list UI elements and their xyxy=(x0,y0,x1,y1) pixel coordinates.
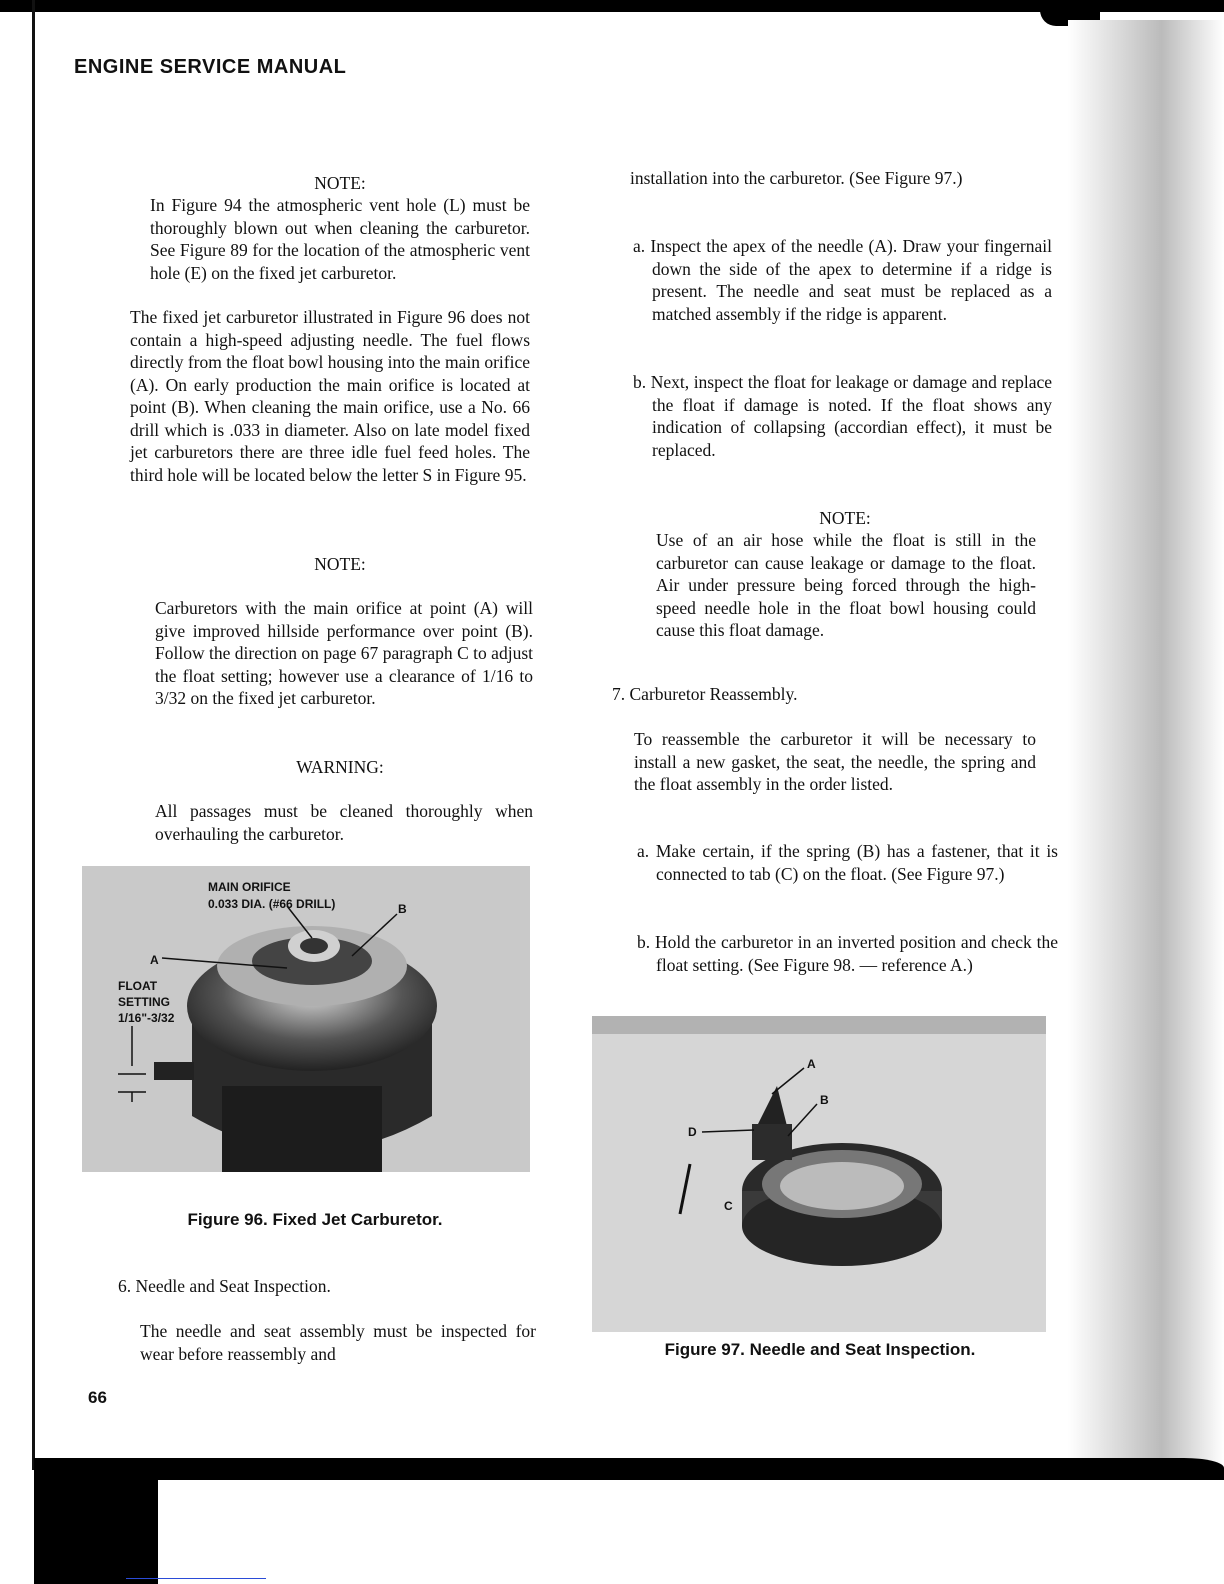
note1-title: NOTE: xyxy=(314,173,366,193)
label-c: C xyxy=(724,1199,733,1213)
label-main-orifice-dia: 0.033 DIA. (#66 DRILL) xyxy=(208,897,336,911)
scan-right-shadow xyxy=(1068,20,1224,1480)
warning-body: All passages must be cleaned thoroughly when overhauling the carburetor. xyxy=(155,801,533,844)
label-b: B xyxy=(820,1093,829,1107)
label-a: A xyxy=(807,1057,816,1071)
item-7b-float-setting: b. Hold the carburetor in an inverted position and check the float setting. (See Figure 98. — reference A.) xyxy=(637,932,1058,975)
label-main-orifice: MAIN ORIFICE xyxy=(208,880,291,894)
note3-title: NOTE: xyxy=(819,508,871,528)
item-a-inspect-apex: a. Inspect the apex of the needle (A). Draw your fingernail down the side of the apex to determine if a ridge is present. The needle and seat must be replaced as a matched assembly if the ridge is apparent. xyxy=(633,236,1052,324)
note3-body: Use of an air hose while the float is still in the carburetor can cause leakage or damage to the float. Air under pressure being forced through the high-speed needle hole in the float bowl housing could cause this float damage. xyxy=(656,530,1036,640)
label-float-range: 1/16"-3/32 xyxy=(118,1011,175,1025)
figure-96-caption: Figure 96. Fixed Jet Carburetor. xyxy=(187,1210,443,1229)
label-float: FLOAT xyxy=(118,979,158,993)
item-b-inspect-float: b. Next, inspect the float for leakage or damage and replace the float if damage is noted. If the float shows any indication of collapsing (accordian effect), it must be replaced. xyxy=(633,372,1052,460)
scan-bottom-border xyxy=(34,1458,1224,1480)
section-7-body: To reassemble the carburetor it will be necessary to install a new gasket, the seat, the needle, the spring and the float assembly in the order listed. xyxy=(634,729,1036,794)
section-6-body: The needle and seat assembly must be inspected for wear before reassembly and xyxy=(140,1321,536,1364)
figure-96-photo xyxy=(82,866,530,1172)
scan-bottom-line xyxy=(126,1578,266,1579)
section-6-title: 6. Needle and Seat Inspection. xyxy=(118,1276,331,1296)
label-a: A xyxy=(150,953,159,967)
carburetor-image xyxy=(82,866,530,1172)
needle-seat-image xyxy=(592,1016,1046,1332)
scan-bottom-block xyxy=(34,1470,158,1584)
cont-installation: installation into the carburetor. (See Figure 97.) xyxy=(630,168,963,188)
label-b: B xyxy=(398,902,407,916)
label-setting: SETTING xyxy=(118,995,171,1009)
note2-body: Carburetors with the main orifice at point (A) will give improved hillside performance over point (B). Follow the direction on page 67 paragraph C to adjust the float setting; however use a clearance of 1/16 to 3/32 on the fixed jet carburetor. xyxy=(155,598,533,708)
note2-title: NOTE: xyxy=(314,554,366,574)
figure-97-photo xyxy=(592,1016,1046,1332)
section-7-title: 7. Carburetor Reassembly. xyxy=(612,684,798,704)
warning-title: WARNING: xyxy=(296,757,384,777)
label-d: D xyxy=(688,1125,697,1139)
para-fixed-jet: The fixed jet carburetor illustrated in Figure 96 does not contain a high-speed adjusting needle. The fuel flows directly from the float bowl housing into the main orifice (A). On early production the main orifice is located at point (B). When cleaning the main orifice, use a No. 66 drill which is .033 in diameter. Also on late model fixed jet carburetors there are three idle fuel feed holes. The third hole will be located below the letter S in Figure 95. xyxy=(130,307,530,485)
item-7a-spring: a. Make certain, if the spring (B) has a fastener, that it is connected to tab (C) on the float. (See Figure 97.) xyxy=(637,841,1058,884)
note1-body: In Figure 94 the atmospheric vent hole (L) must be thoroughly blown out when cleaning the carburetor. See Figure 89 for the location of the atmospheric vent hole (E) on the fixed jet carburetor. xyxy=(150,195,530,283)
page-header: ENGINE SERVICE MANUAL xyxy=(74,56,347,78)
page-number: 66 xyxy=(88,1388,107,1407)
figure-97-caption: Figure 97. Needle and Seat Inspection. xyxy=(664,1340,976,1359)
scan-left-edge xyxy=(32,0,35,1470)
